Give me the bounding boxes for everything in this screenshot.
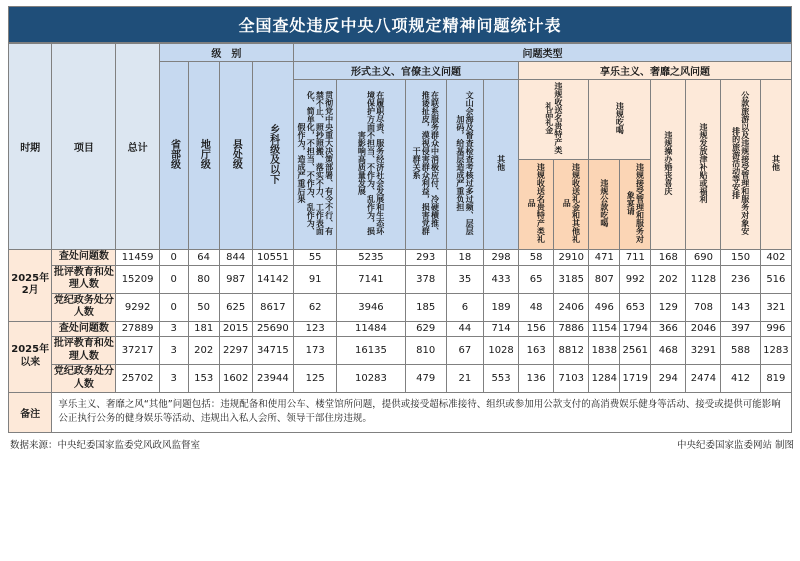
cell-level: 34715 xyxy=(252,337,293,365)
cell-formalism: 16135 xyxy=(337,337,405,365)
cell-hedonism: 168 xyxy=(651,250,686,266)
cell-formalism: 91 xyxy=(294,265,337,293)
cell-formalism: 6 xyxy=(446,293,483,321)
statistics-table xyxy=(8,43,792,433)
cell-total: 9292 xyxy=(116,293,159,321)
header-level-xiangke: 乡科级及以下 xyxy=(252,62,293,250)
cell-formalism: 7141 xyxy=(337,265,405,293)
cell-level: 14142 xyxy=(252,265,293,293)
cell-formalism: 173 xyxy=(294,337,337,365)
col-gift-money: 违规收送礼金和其他礼品 xyxy=(554,160,589,250)
header-level-group: 级 别 xyxy=(159,44,293,62)
cell-hedonism: 2561 xyxy=(620,337,651,365)
cell-formalism: 11484 xyxy=(337,321,405,337)
cell-formalism: 189 xyxy=(484,293,519,321)
col-formalism-4: 文山会海及督查检查考核过多过频、层层加码，给基层造成严重负担 xyxy=(446,80,483,250)
cell-formalism: 378 xyxy=(405,265,446,293)
cell-hedonism: 163 xyxy=(519,337,554,365)
cell-formalism: 5235 xyxy=(337,250,405,266)
cell-hedonism: 366 xyxy=(651,321,686,337)
cell-level: 0 xyxy=(159,250,188,266)
col-gift-specialty: 违规收送名贵特产类礼品 xyxy=(519,160,554,250)
cell-level: 202 xyxy=(188,337,219,365)
cell-formalism: 21 xyxy=(446,365,483,393)
period-2025-ytd: 2025年以来 xyxy=(9,321,52,393)
cell-hedonism: 58 xyxy=(519,250,554,266)
cell-formalism: 55 xyxy=(294,250,337,266)
cell-formalism: 810 xyxy=(405,337,446,365)
cell-hedonism: 7103 xyxy=(554,365,589,393)
col-drink-public: 违规公款吃喝 xyxy=(589,160,620,250)
cell-total: 27889 xyxy=(116,321,159,337)
table-row xyxy=(9,293,792,321)
cell-hedonism: 708 xyxy=(686,293,721,321)
cell-hedonism: 3185 xyxy=(554,265,589,293)
cell-hedonism: 3291 xyxy=(686,337,721,365)
cell-level: 25690 xyxy=(252,321,293,337)
cell-formalism: 298 xyxy=(484,250,519,266)
cell-formalism: 433 xyxy=(484,265,519,293)
cell-hedonism: 2474 xyxy=(686,365,721,393)
cell-level: 80 xyxy=(188,265,219,293)
cell-hedonism: 321 xyxy=(760,293,791,321)
cell-hedonism: 402 xyxy=(760,250,791,266)
col-drink-hosted: 违规接受管理和服务对象宴请 xyxy=(620,160,651,250)
header-period: 时期 xyxy=(9,44,52,250)
table-row xyxy=(9,265,792,293)
cell-level: 23944 xyxy=(252,365,293,393)
cell-hedonism: 1154 xyxy=(589,321,620,337)
cell-hedonism: 1794 xyxy=(620,321,651,337)
table-row xyxy=(9,321,792,337)
cell-level: 181 xyxy=(188,321,219,337)
cell-hedonism: 1128 xyxy=(686,265,721,293)
cell-formalism: 10283 xyxy=(337,365,405,393)
cell-hedonism: 136 xyxy=(519,365,554,393)
cell-hedonism: 143 xyxy=(721,293,760,321)
note-text: 享乐主义、奢靡之风“其他”问题包括：违规配备和使用公车、楼堂馆所问题，提供或接受超标准接待、组织或参加用公款支付的高消费娱乐健身等活动、接受或提供可能影响公正执行公务的健身娱乐等活动、违规出入私人会所、领导干部住房违规。 xyxy=(52,393,792,433)
note-row xyxy=(9,393,792,433)
cell-hedonism: 7886 xyxy=(554,321,589,337)
cell-hedonism: 653 xyxy=(620,293,651,321)
cell-total: 15209 xyxy=(116,265,159,293)
cell-hedonism: 150 xyxy=(721,250,760,266)
cell-hedonism: 294 xyxy=(651,365,686,393)
cell-hedonism: 2910 xyxy=(554,250,589,266)
cell-hedonism: 992 xyxy=(620,265,651,293)
cell-formalism: 44 xyxy=(446,321,483,337)
cell-formalism: 185 xyxy=(405,293,446,321)
header-level-xianchu: 县处级 xyxy=(219,62,252,250)
cell-formalism: 3946 xyxy=(337,293,405,321)
page-title: 全国查处违反中央八项规定精神问题统计表 xyxy=(8,6,792,43)
col-hedonism-allowance: 违规发放津补贴或福利 xyxy=(686,80,721,250)
cell-hedonism: 588 xyxy=(721,337,760,365)
table-row xyxy=(9,365,792,393)
col-formalism-1: 贯彻党中央重大决策部署、有令不行、有禁不止、照抄照搬、落实不力、工作表面化、简单化，不担当、不作为、乱作为、假作为，造成严重后果 xyxy=(294,80,337,250)
cell-total: 11459 xyxy=(116,250,159,266)
cell-formalism: 67 xyxy=(446,337,483,365)
cell-formalism: 62 xyxy=(294,293,337,321)
period-2025-02: 2025年2月 xyxy=(9,250,52,322)
cell-formalism: 629 xyxy=(405,321,446,337)
cell-hedonism: 471 xyxy=(589,250,620,266)
table-row xyxy=(9,337,792,365)
cell-level: 0 xyxy=(159,293,188,321)
cell-hedonism: 496 xyxy=(589,293,620,321)
cell-total: 37217 xyxy=(116,337,159,365)
item-label: 批评教育和处理人数 xyxy=(52,337,116,365)
cell-hedonism: 236 xyxy=(721,265,760,293)
cell-hedonism: 468 xyxy=(651,337,686,365)
cell-level: 625 xyxy=(219,293,252,321)
cell-formalism: 479 xyxy=(405,365,446,393)
cell-hedonism: 1284 xyxy=(589,365,620,393)
col-formalism-3: 在联系服务群众中消极应付、冷硬横推、推诿扯皮，漠视侵害群众利益，损害党群干群关系 xyxy=(405,80,446,250)
cell-hedonism: 516 xyxy=(760,265,791,293)
col-hedonism-gift: 违规收送名贵特产类礼品礼金 xyxy=(519,80,589,160)
col-formalism-other: 其他 xyxy=(484,80,519,250)
cell-formalism: 125 xyxy=(294,365,337,393)
cell-level: 10551 xyxy=(252,250,293,266)
cell-formalism: 123 xyxy=(294,321,337,337)
cell-level: 8617 xyxy=(252,293,293,321)
cell-level: 844 xyxy=(219,250,252,266)
cell-hedonism: 48 xyxy=(519,293,554,321)
item-label: 批评教育和处理人数 xyxy=(52,265,116,293)
cell-formalism: 18 xyxy=(446,250,483,266)
cell-level: 3 xyxy=(159,321,188,337)
cell-level: 1602 xyxy=(219,365,252,393)
cell-hedonism: 2046 xyxy=(686,321,721,337)
col-hedonism-banquet: 违规操办婚丧喜庆 xyxy=(651,80,686,250)
cell-level: 0 xyxy=(159,265,188,293)
header-item: 项目 xyxy=(52,44,116,250)
col-hedonism-drink: 违规吃喝 xyxy=(589,80,651,160)
item-label: 查处问题数 xyxy=(52,321,116,337)
header-level-diting: 地厅级 xyxy=(188,62,219,250)
cell-hedonism: 397 xyxy=(721,321,760,337)
cell-hedonism: 819 xyxy=(760,365,791,393)
note-label: 备注 xyxy=(9,393,52,433)
cell-formalism: 293 xyxy=(405,250,446,266)
cell-hedonism: 2406 xyxy=(554,293,589,321)
header-total: 总计 xyxy=(116,44,159,250)
cell-level: 2297 xyxy=(219,337,252,365)
header-formalism-group: 形式主义、官僚主义问题 xyxy=(294,62,519,80)
header-level-sheng: 省部级 xyxy=(159,62,188,250)
cell-hedonism: 156 xyxy=(519,321,554,337)
cell-total: 25702 xyxy=(116,365,159,393)
col-formalism-2: 在履职尽责、服务经济社会发展和生态环境保护方面不担当、不作为、乱作为，损害影响高质量发展 xyxy=(337,80,405,250)
cell-formalism: 553 xyxy=(484,365,519,393)
cell-formalism: 35 xyxy=(446,265,483,293)
cell-hedonism: 996 xyxy=(760,321,791,337)
cell-hedonism: 690 xyxy=(686,250,721,266)
cell-hedonism: 202 xyxy=(651,265,686,293)
cell-hedonism: 711 xyxy=(620,250,651,266)
cell-hedonism: 1719 xyxy=(620,365,651,393)
cell-level: 987 xyxy=(219,265,252,293)
cell-level: 153 xyxy=(188,365,219,393)
cell-hedonism: 129 xyxy=(651,293,686,321)
col-hedonism-other: 其他 xyxy=(760,80,791,250)
footer-credit: 中央纪委国家监委网站 制图 xyxy=(676,439,794,451)
cell-formalism: 1028 xyxy=(484,337,519,365)
table-row xyxy=(9,250,792,266)
item-label: 查处问题数 xyxy=(52,250,116,266)
cell-level: 2015 xyxy=(219,321,252,337)
cell-hedonism: 65 xyxy=(519,265,554,293)
header-type-group: 问题类型 xyxy=(294,44,792,62)
footer-source: 数据来源：中央纪委国家监委党风政风监督室 xyxy=(10,439,201,451)
cell-hedonism: 1283 xyxy=(760,337,791,365)
footer xyxy=(8,433,796,451)
item-label: 党纪政务处分人数 xyxy=(52,293,116,321)
cell-level: 3 xyxy=(159,337,188,365)
header-row-groups xyxy=(9,44,792,62)
cell-hedonism: 412 xyxy=(721,365,760,393)
col-hedonism-travel: 公款旅游以及违规接受管理和服务对象安排的旅游活动等安排 xyxy=(721,80,760,250)
item-label: 党纪政务处分人数 xyxy=(52,365,116,393)
cell-level: 64 xyxy=(188,250,219,266)
cell-hedonism: 807 xyxy=(589,265,620,293)
cell-level: 3 xyxy=(159,365,188,393)
cell-hedonism: 8812 xyxy=(554,337,589,365)
cell-level: 50 xyxy=(188,293,219,321)
header-hedonism-group: 享乐主义、奢靡之风问题 xyxy=(519,62,792,80)
cell-hedonism: 1838 xyxy=(589,337,620,365)
cell-formalism: 714 xyxy=(484,321,519,337)
